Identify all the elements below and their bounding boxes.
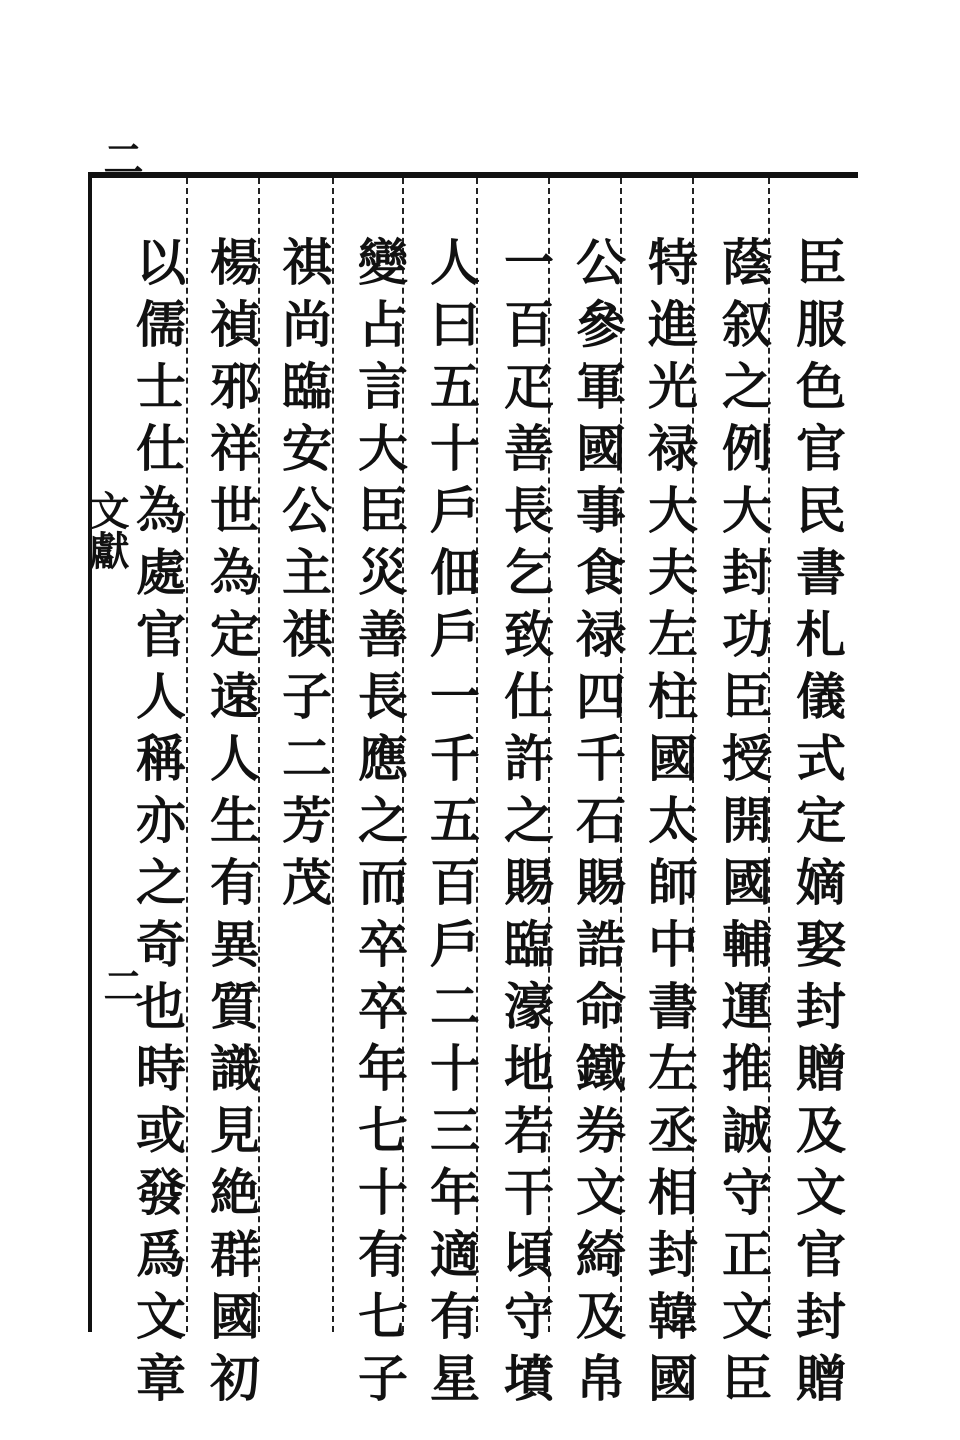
character: 三: [430, 1101, 480, 1160]
character: 食: [576, 543, 626, 602]
character: 疋: [504, 357, 554, 416]
character: 子: [282, 667, 332, 726]
character: 乞: [504, 543, 554, 602]
character: 官: [796, 1225, 846, 1284]
character: 光: [648, 357, 698, 416]
character: 色: [796, 357, 846, 416]
character: 特: [648, 233, 698, 292]
character: 質: [210, 977, 260, 1036]
character: 之: [358, 791, 408, 850]
character: 戶: [430, 481, 480, 540]
character: 式: [796, 729, 846, 788]
character: 主: [282, 543, 332, 602]
character: 佃: [430, 543, 480, 602]
character: 公: [576, 233, 626, 292]
character: 戶: [430, 915, 480, 974]
character: 民: [796, 481, 846, 540]
character: 臣: [722, 1349, 772, 1408]
character: 人: [210, 729, 260, 788]
character: 安: [282, 419, 332, 478]
character: 為: [210, 543, 260, 602]
character: 也: [136, 977, 186, 1036]
character: 賜: [576, 853, 626, 912]
character: 戶: [430, 605, 480, 664]
character: 許: [504, 729, 554, 788]
character: 國: [722, 853, 772, 912]
character: 二: [282, 729, 332, 788]
character: 臣: [796, 233, 846, 292]
text-column-8: [276, 232, 338, 914]
character: 長: [358, 667, 408, 726]
character: 絶: [210, 1163, 260, 1222]
character: 師: [648, 853, 698, 912]
character: 頃: [504, 1225, 554, 1284]
character: 七: [358, 1287, 408, 1346]
character: 臨: [282, 357, 332, 416]
character: 國: [210, 1287, 260, 1346]
character: 奇: [136, 915, 186, 974]
character: 墳: [504, 1349, 554, 1408]
character: 災: [358, 543, 408, 602]
character: 封: [648, 1225, 698, 1284]
character: 稱: [136, 729, 186, 788]
character: 初: [210, 1349, 260, 1408]
character: 百: [504, 295, 554, 354]
character: 誥: [576, 915, 626, 974]
character: 夫: [648, 543, 698, 602]
character: 卒: [358, 977, 408, 1036]
character: 賜: [504, 853, 554, 912]
character: 以: [136, 233, 186, 292]
character: 丞: [648, 1101, 698, 1160]
character: 士: [136, 357, 186, 416]
character: 及: [796, 1101, 846, 1160]
character: 仕: [136, 419, 186, 478]
text-column-9: [204, 232, 266, 1410]
character: 國: [576, 419, 626, 478]
character: 輔: [722, 915, 772, 974]
character: 祺: [282, 233, 332, 292]
character: 占: [358, 295, 408, 354]
character: 軍: [576, 357, 626, 416]
character: 發: [136, 1163, 186, 1222]
character: 百: [430, 853, 480, 912]
character: 群: [210, 1225, 260, 1284]
character: 亦: [136, 791, 186, 850]
character: 臣: [722, 667, 772, 726]
character: 守: [722, 1163, 772, 1222]
text-column-6: [424, 232, 486, 1410]
character: 變: [358, 233, 408, 292]
character: 濠: [504, 977, 554, 1036]
character: 千: [430, 729, 480, 788]
character: 贈: [796, 1039, 846, 1098]
text-column-1: [790, 232, 852, 1410]
character: 或: [136, 1101, 186, 1160]
character: 大: [358, 419, 408, 478]
character: 禄: [648, 419, 698, 478]
character: 有: [430, 1287, 480, 1346]
character: 推: [722, 1039, 772, 1098]
character: 星: [430, 1349, 480, 1408]
character: 功: [722, 605, 772, 664]
text-column-5: [498, 232, 560, 1410]
character: 二: [430, 977, 480, 1036]
character: 札: [796, 605, 846, 664]
character: 命: [576, 977, 626, 1036]
character: 守: [504, 1287, 554, 1346]
character: 封: [796, 977, 846, 1036]
text-column-10: [130, 232, 192, 1410]
character: 叙: [722, 295, 772, 354]
margin-title: 文獻: [83, 490, 130, 570]
character: 年: [430, 1163, 480, 1222]
character: 定: [796, 791, 846, 850]
character: 大: [722, 481, 772, 540]
character: 券: [576, 1101, 626, 1160]
character: 異: [210, 915, 260, 974]
character: 贈: [796, 1349, 846, 1408]
character: 干: [504, 1163, 554, 1222]
character: 生: [210, 791, 260, 850]
character: 有: [210, 853, 260, 912]
text-column-4: [570, 232, 632, 1410]
character: 柱: [648, 667, 698, 726]
character: 人: [136, 667, 186, 726]
character: 左: [648, 1039, 698, 1098]
character: 十: [358, 1163, 408, 1222]
character: 開: [722, 791, 772, 850]
character: 正: [722, 1225, 772, 1284]
character: 禎: [210, 295, 260, 354]
character: 爲: [136, 1225, 186, 1284]
character: 之: [504, 791, 554, 850]
character: 年: [358, 1039, 408, 1098]
character: 定: [210, 605, 260, 664]
character: 時: [136, 1039, 186, 1098]
character: 書: [796, 543, 846, 602]
character: 卒: [358, 915, 408, 974]
character: 官: [136, 605, 186, 664]
character: 十: [430, 1039, 480, 1098]
character: 文: [136, 1287, 186, 1346]
character: 文: [796, 1163, 846, 1222]
character: 楊: [210, 233, 260, 292]
character: 封: [722, 543, 772, 602]
character: 仕: [504, 667, 554, 726]
character: 禄: [576, 605, 626, 664]
character: 致: [504, 605, 554, 664]
character: 七: [358, 1101, 408, 1160]
character: 言: [358, 357, 408, 416]
character: 見: [210, 1101, 260, 1160]
text-column-3: [642, 232, 704, 1410]
character: 而: [358, 853, 408, 912]
character: 官: [796, 419, 846, 478]
character: 四: [576, 667, 626, 726]
character: 文: [576, 1163, 626, 1222]
character: 娶: [796, 915, 846, 974]
character: 帛: [576, 1349, 626, 1408]
character: 授: [722, 729, 772, 788]
character: 參: [576, 295, 626, 354]
character: 國: [648, 1349, 698, 1408]
text-column-7: [352, 232, 414, 1410]
character: 及: [576, 1287, 626, 1346]
character: 運: [722, 977, 772, 1036]
character: 誠: [722, 1101, 772, 1160]
text-column-2: [716, 232, 778, 1410]
character: 善: [504, 419, 554, 478]
character: 芳: [282, 791, 332, 850]
character: 文: [722, 1287, 772, 1346]
character: 公: [282, 481, 332, 540]
character: 左: [648, 605, 698, 664]
character: 事: [576, 481, 626, 540]
character: 五: [430, 357, 480, 416]
character: 蔭: [722, 233, 772, 292]
character: 善: [358, 605, 408, 664]
character: 儒: [136, 295, 186, 354]
character: 應: [358, 729, 408, 788]
character: 十: [430, 419, 480, 478]
character: 邪: [210, 357, 260, 416]
character: 綺: [576, 1225, 626, 1284]
character: 進: [648, 295, 698, 354]
character: 曰: [430, 295, 480, 354]
character: 一: [430, 667, 480, 726]
character: 世: [210, 481, 260, 540]
character: 太: [648, 791, 698, 850]
character: 大: [648, 481, 698, 540]
character: 之: [722, 357, 772, 416]
character: 千: [576, 729, 626, 788]
character: 茂: [282, 853, 332, 912]
character: 臨: [504, 915, 554, 974]
character: 識: [210, 1039, 260, 1098]
character: 長: [504, 481, 554, 540]
character: 韓: [648, 1287, 698, 1346]
character: 國: [648, 729, 698, 788]
character: 五: [430, 791, 480, 850]
character: 石: [576, 791, 626, 850]
character: 相: [648, 1163, 698, 1222]
character: 人: [430, 233, 480, 292]
character: 嫡: [796, 853, 846, 912]
character: 祥: [210, 419, 260, 478]
character: 有: [358, 1225, 408, 1284]
margin-top-mark: 二: [97, 138, 144, 178]
margin-bottom-mark: 二: [97, 965, 144, 1005]
character: 之: [136, 853, 186, 912]
character: 子: [358, 1349, 408, 1408]
character: 尚: [282, 295, 332, 354]
character: 一: [504, 233, 554, 292]
character: 中: [648, 915, 698, 974]
character: 臣: [358, 481, 408, 540]
character: 章: [136, 1349, 186, 1408]
character: 例: [722, 419, 772, 478]
character: 處: [136, 543, 186, 602]
character: 鐵: [576, 1039, 626, 1098]
character: 儀: [796, 667, 846, 726]
character: 適: [430, 1225, 480, 1284]
character: 地: [504, 1039, 554, 1098]
character: 遠: [210, 667, 260, 726]
character: 服: [796, 295, 846, 354]
character: 書: [648, 977, 698, 1036]
character: 若: [504, 1101, 554, 1160]
character: 為: [136, 481, 186, 540]
character: 封: [796, 1287, 846, 1346]
character: 祺: [282, 605, 332, 664]
